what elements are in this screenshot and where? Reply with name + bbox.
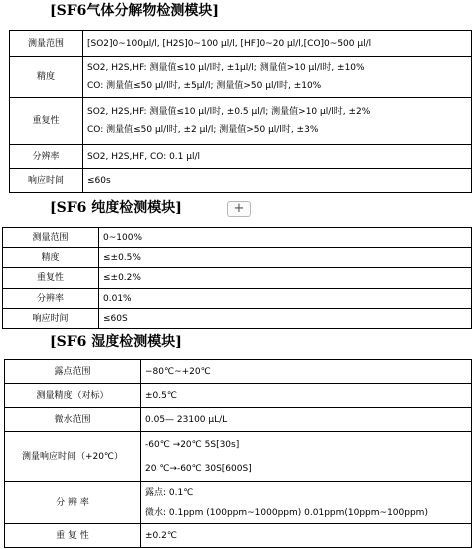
row-label: 重复性 xyxy=(10,98,83,145)
row-value: ≤±0.5% xyxy=(99,248,472,268)
row-label: 重复性 xyxy=(3,268,99,289)
row-value: 0~100% xyxy=(99,228,472,248)
row-value: ≤±0.2% xyxy=(99,268,472,289)
row-label: 精度 xyxy=(3,248,99,268)
table-row xyxy=(5,432,472,482)
value-line: CO: 测量值≤50 μl/l时, ±5μl/l; 测量值>50 μl/l时, ±10% xyxy=(87,81,322,91)
value-line: 20 ℃→-60℃ 30S[600S] xyxy=(145,463,252,474)
row-value xyxy=(141,432,472,482)
table-row xyxy=(5,524,472,548)
row-value: SO2, H2S,HF, CO: 0.1 μl/l xyxy=(83,145,472,169)
section1-title: [SF6气体分解物检测模块] xyxy=(50,3,220,19)
value-line: CO: 测量值≤50 μl/l时, ±2 μl/l; 测量值>50 μl/l时, ±3% xyxy=(87,125,319,135)
row-label: 响应时间 xyxy=(3,309,99,329)
table-row xyxy=(5,384,472,408)
value-line: -60℃ →20℃ 5S[30s] xyxy=(145,439,240,450)
table-row xyxy=(10,169,472,193)
table-row xyxy=(5,360,472,384)
row-label: 测量范围 xyxy=(3,228,99,248)
table-row xyxy=(5,482,472,524)
value-line: 微水: 0.1ppm (100ppm~1000ppm) 0.01ppm(10ppm~100ppm) xyxy=(145,507,428,518)
value-line: 露点: 0.1℃ xyxy=(145,487,194,498)
row-value: [SO2]0~100μl/l, [H2S]0~100 μl/l, [HF]0~20 μl/l,[CO]0~500 μl/l xyxy=(83,31,472,57)
row-label: 测量范围 xyxy=(10,31,83,57)
row-value xyxy=(83,98,472,145)
row-value: ±0.2℃ xyxy=(141,524,472,548)
table-row xyxy=(3,228,472,248)
row-value: 0.05— 23100 μL/L xyxy=(141,408,472,432)
table-row xyxy=(10,57,472,98)
row-value xyxy=(141,482,472,524)
add-button[interactable]: + xyxy=(227,201,251,217)
row-label: 精度 xyxy=(10,57,83,98)
row-label: 分 辨 率 xyxy=(5,482,141,524)
row-label: 微水范围 xyxy=(5,408,141,432)
table-row xyxy=(10,31,472,57)
row-label: 分辨率 xyxy=(3,289,99,309)
table-row xyxy=(3,268,472,289)
table-row xyxy=(10,145,472,169)
row-value: −80℃~+20℃ xyxy=(141,360,472,384)
table-row xyxy=(3,289,472,309)
row-value xyxy=(83,57,472,98)
row-value: ≤60S xyxy=(99,309,472,329)
value-line: SO2, H2S,HF: 测量值≤10 μl/l时, ±0.5 μl/l; 测量值>10 μl/l时, ±2% xyxy=(87,107,371,117)
row-value: ±0.5℃ xyxy=(141,384,472,408)
table-row xyxy=(10,98,472,145)
section2-title: [SF6 纯度检测模块] xyxy=(50,200,182,216)
row-label: 测量精度（对标） xyxy=(5,384,141,408)
row-value: ≤60s xyxy=(83,169,472,193)
row-value: 0.01% xyxy=(99,289,472,309)
row-label: 重 复 性 xyxy=(5,524,141,548)
section3-title: [SF6 湿度检测模块] xyxy=(50,334,182,350)
section3-table xyxy=(4,359,472,548)
row-label: 测量响应时间（+20℃） xyxy=(5,432,141,482)
table-row xyxy=(5,408,472,432)
section2-table xyxy=(2,227,472,329)
value-line: SO2, H2S,HF: 测量值≤10 μl/l时, ±1μl/l; 测量值>10 μl/l时, ±10% xyxy=(87,63,365,73)
table-row xyxy=(3,309,472,329)
table-row xyxy=(3,248,472,268)
section1-table xyxy=(9,30,472,193)
row-label: 响应时间 xyxy=(10,169,83,193)
row-label: 露点范围 xyxy=(5,360,141,384)
row-label: 分辨率 xyxy=(10,145,83,169)
